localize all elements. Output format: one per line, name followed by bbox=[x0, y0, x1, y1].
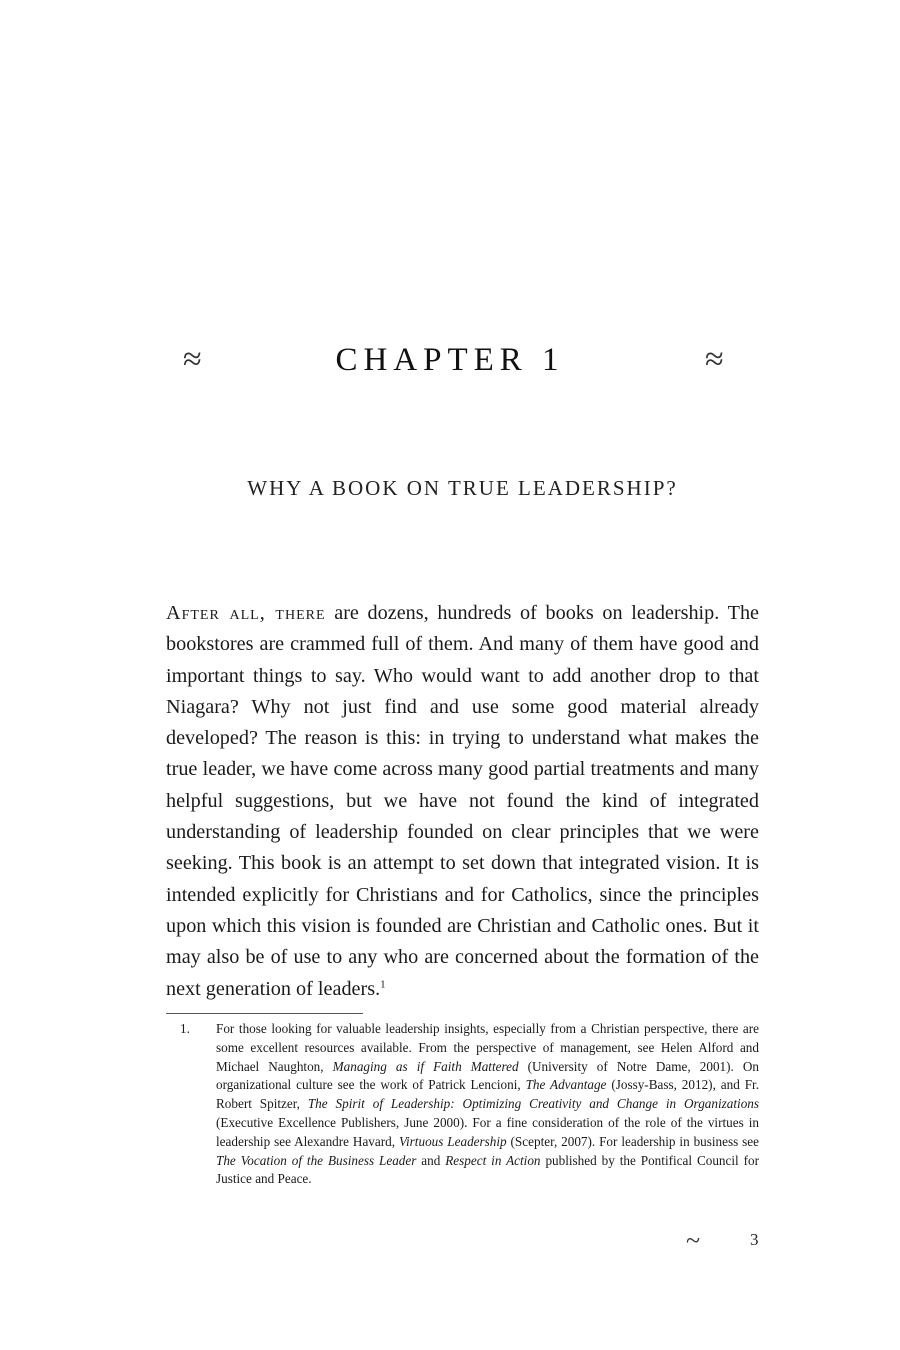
cited-title: Respect in Action bbox=[445, 1152, 541, 1168]
footnote-segment: (University of Notre Dame, 2001). On organizational culture see the work of Patrick Lencioni, bbox=[216, 1058, 759, 1093]
tilde-ornament-icon: ≈ bbox=[183, 341, 202, 378]
footnote-segment: (Jossy-Bass, 2012), and Fr. Robert Spitzer, bbox=[216, 1077, 759, 1112]
footnote-text bbox=[216, 1020, 759, 1189]
page-footer bbox=[686, 1228, 766, 1256]
section-title: WHY A BOOK ON TRUE LEADERSHIP? bbox=[247, 476, 678, 500]
paragraph-text: are dozens, hundreds of books on leadership. The bookstores are crammed full of them. And many of them have good and important things to say. Who would want to add another drop to that Niagara? Why not just find and use some good material already developed? The reason is this: in trying to understand what makes the true leader, we have come across many good partial treatments and many helpful suggestions, but we have not found the kind of integrated understanding of leadership founded on clear principles that we were seeking. This book is an attempt to set down that integrated vision. It is intended explicitly for Christians and for Catholics, since the principles upon which this vision is founded are Christian and Catholic ones. But it may also be of use to any who are concerned about the formation of the next generation of leaders. bbox=[166, 602, 760, 1000]
footnote-segment: (Executive Excellence Publishers, June 2000). For a fine consideration of the role of the virtues in leadership see Alexandre Havard, bbox=[216, 1114, 759, 1149]
lead-in-smallcaps: After all, there bbox=[166, 602, 326, 624]
footnote-reference[interactable]: 1 bbox=[380, 977, 386, 990]
footnote bbox=[166, 1020, 759, 1189]
cited-title: The Vocation of the Business Leader bbox=[216, 1152, 417, 1168]
footnote-number: 1. bbox=[180, 1021, 190, 1036]
tilde-ornament-icon: ≈ bbox=[705, 341, 724, 378]
footnote-segment: published by the Pontifical Council for Justice and Peace. bbox=[216, 1152, 759, 1187]
tilde-ornament-icon: ~ bbox=[686, 1226, 701, 1255]
chapter-title: CHAPTER 1 bbox=[335, 342, 565, 378]
footnote-segment: and bbox=[416, 1152, 446, 1168]
cited-title: The Spirit of Leadership: Optimizing Creativity and Change in Organizations bbox=[307, 1096, 760, 1112]
cited-title: The Advantage bbox=[525, 1077, 607, 1093]
chapter-heading bbox=[0, 338, 900, 388]
body-paragraph bbox=[166, 598, 759, 1005]
footnote-divider bbox=[166, 1013, 363, 1014]
cited-title: Managing as if Faith Mattered bbox=[332, 1058, 519, 1074]
cited-title: Virtuous Leadership bbox=[398, 1133, 507, 1149]
footnote-segment: For those looking for valuable leadership insights, especially from a Christian perspective, there are some excellent resources available. From the perspective of management, see Helen Alford and Michael Naughton, bbox=[216, 1021, 759, 1074]
page-number: 3 bbox=[750, 1230, 759, 1249]
footnote-segment: (Scepter, 2007). For leadership in business see bbox=[506, 1133, 759, 1149]
